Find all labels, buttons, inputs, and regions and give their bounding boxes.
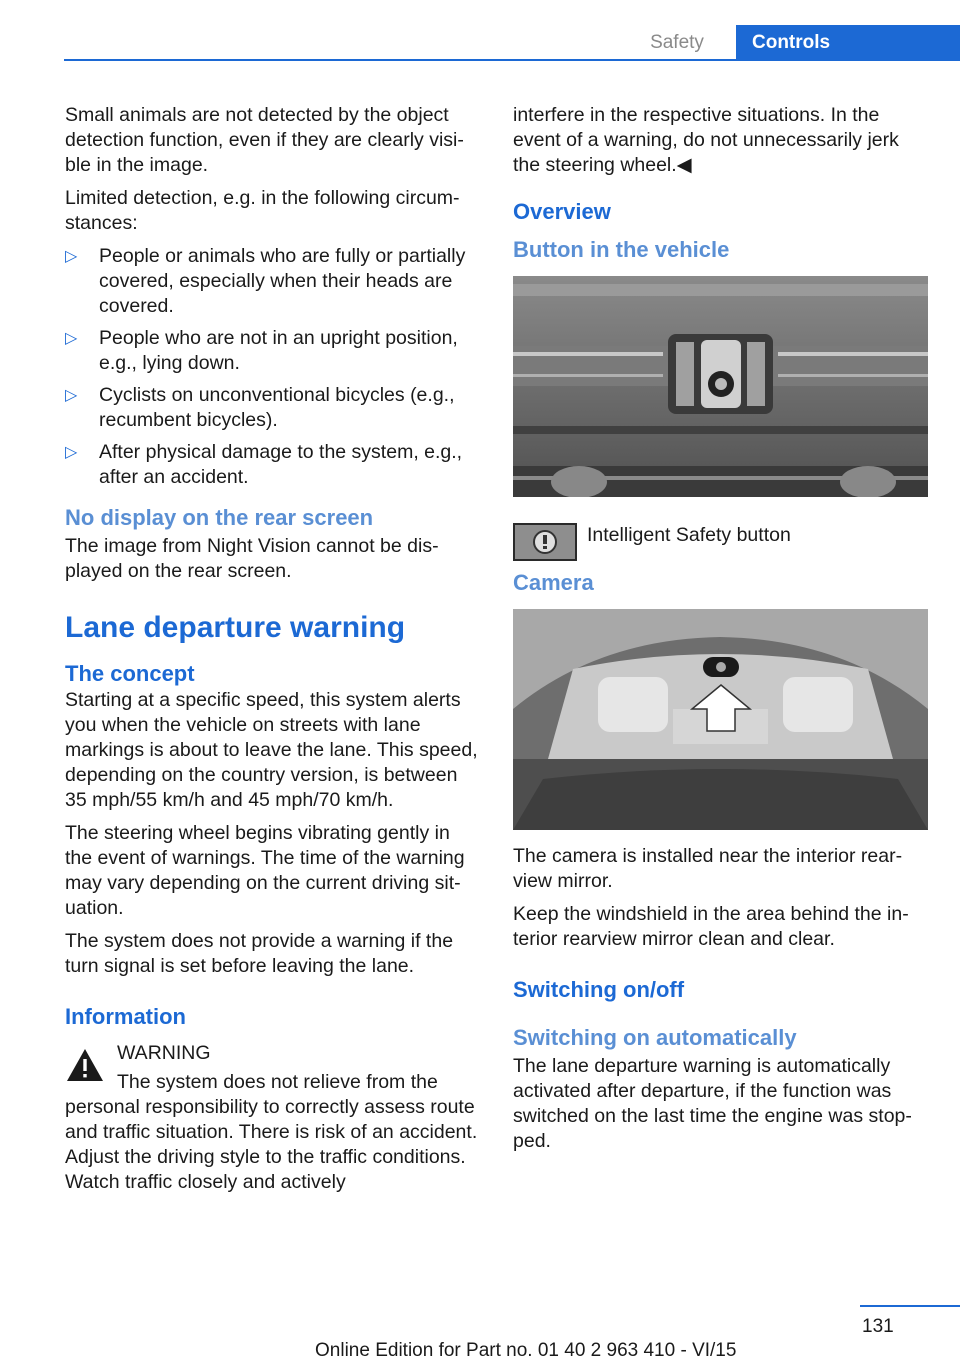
paragraph-small-animals: Small animals are not detected by the object detection function, even if they are clearly visi‐ble in the image. — [65, 104, 464, 176]
list-item: ▷ People or animals who are fully or partially covered, especially when their heads are covered. — [65, 245, 466, 317]
left-column — [65, 103, 479, 1203]
intelligent-safety-button-icon — [513, 523, 577, 561]
heading-the-concept: The concept — [65, 661, 195, 686]
page-header — [64, 25, 960, 61]
heading-camera: Camera — [513, 570, 594, 595]
legend-intelligent-safety-button: Intelligent Safety button — [587, 524, 791, 546]
warning-label: WARNING — [117, 1042, 211, 1064]
heading-overview: Overview — [513, 199, 611, 224]
triangle-bullet-icon: ▷ — [65, 248, 78, 265]
warning-text: The system does not relieve from the personal responsibility to correctly assess route and traffic situation. There is risk of an accident. Adjust the driving style to the traffic conditions. Watch traffic closely and actively — [65, 1071, 478, 1193]
triangle-bullet-icon: ▷ — [65, 330, 78, 347]
triangle-bullet-icon: ▷ — [65, 387, 78, 404]
footer-rule — [860, 1305, 960, 1307]
dashboard-vents-illustration — [513, 276, 928, 497]
paragraph-warning-continued: interfere in the respective situations. In the event of a warning, do not unnecessarily jerk the steering wheel.◀ — [513, 104, 899, 176]
section-tab-safety[interactable]: Safety — [650, 32, 704, 53]
list-item: ▷ People who are not in an upright position, e.g., lying down. — [65, 327, 458, 374]
heading-switching-on-off: Switching on/off — [513, 977, 685, 1002]
figure-legend — [513, 511, 927, 559]
paragraph-concept-3: The system does not provide a warning if the turn signal is set before leaving the lane. — [65, 930, 454, 977]
heading-button-in-vehicle: Button in the vehicle — [513, 237, 730, 262]
warning-block — [65, 1041, 479, 1066]
list-item: ▷ Cyclists on unconventional bicycles (e.g., recumbent bicycles). — [65, 384, 455, 431]
paragraph-concept-1: Starting at a specific speed, this system alerts you when the vehicle on streets with lane markings is about to leave the lane. This speed, depending on the country version, is between 35 mph/55 km/h and 45 mph/70 km/h. — [65, 689, 478, 811]
heading-switching-on-automatically: Switching on automatically — [513, 1025, 797, 1050]
section-tab-controls[interactable]: Controls — [736, 25, 960, 61]
heading-information: Information — [65, 1004, 186, 1029]
warning-triangle-icon — [65, 1047, 105, 1083]
heading-no-display: No display on the rear screen — [65, 505, 374, 530]
limitations-list — [65, 244, 479, 490]
paragraph-limited-detection: Limited detection, e.g. in the following circum‐stances: — [65, 187, 460, 234]
interior-camera-illustration — [513, 609, 928, 830]
paragraph-concept-2: The steering wheel begins vibrating gently in the event of warnings. The time of the warning may vary depending on the current driving sit‐uation. — [65, 822, 465, 919]
header-rule — [64, 59, 960, 61]
camera-location-image — [513, 609, 928, 830]
right-column — [513, 103, 927, 1162]
paragraph-auto: The lane departure warning is automatically activated after departure, if the function was switched on the last time the engine was stop‐ped. — [513, 1055, 912, 1152]
paragraph-camera-1: The camera is installed near the interior rear‐view mirror. — [513, 845, 903, 892]
paragraph-no-display: The image from Night Vision cannot be dis‐played on the rear screen. — [65, 535, 439, 582]
list-item: ▷ After physical damage to the system, e.g., after an accident. — [65, 441, 463, 488]
button-location-image — [513, 276, 928, 497]
edition-footer: Online Edition for Part no. 01 40 2 963 410 - VI/15 — [315, 1340, 737, 1361]
triangle-bullet-icon: ▷ — [65, 444, 78, 461]
paragraph-camera-2: Keep the windshield in the area behind the in‐terior rearview mirror clean and clear. — [513, 903, 909, 950]
page-number: 131 — [862, 1316, 894, 1337]
heading-lane-departure-warning: Lane departure warning — [65, 611, 406, 644]
